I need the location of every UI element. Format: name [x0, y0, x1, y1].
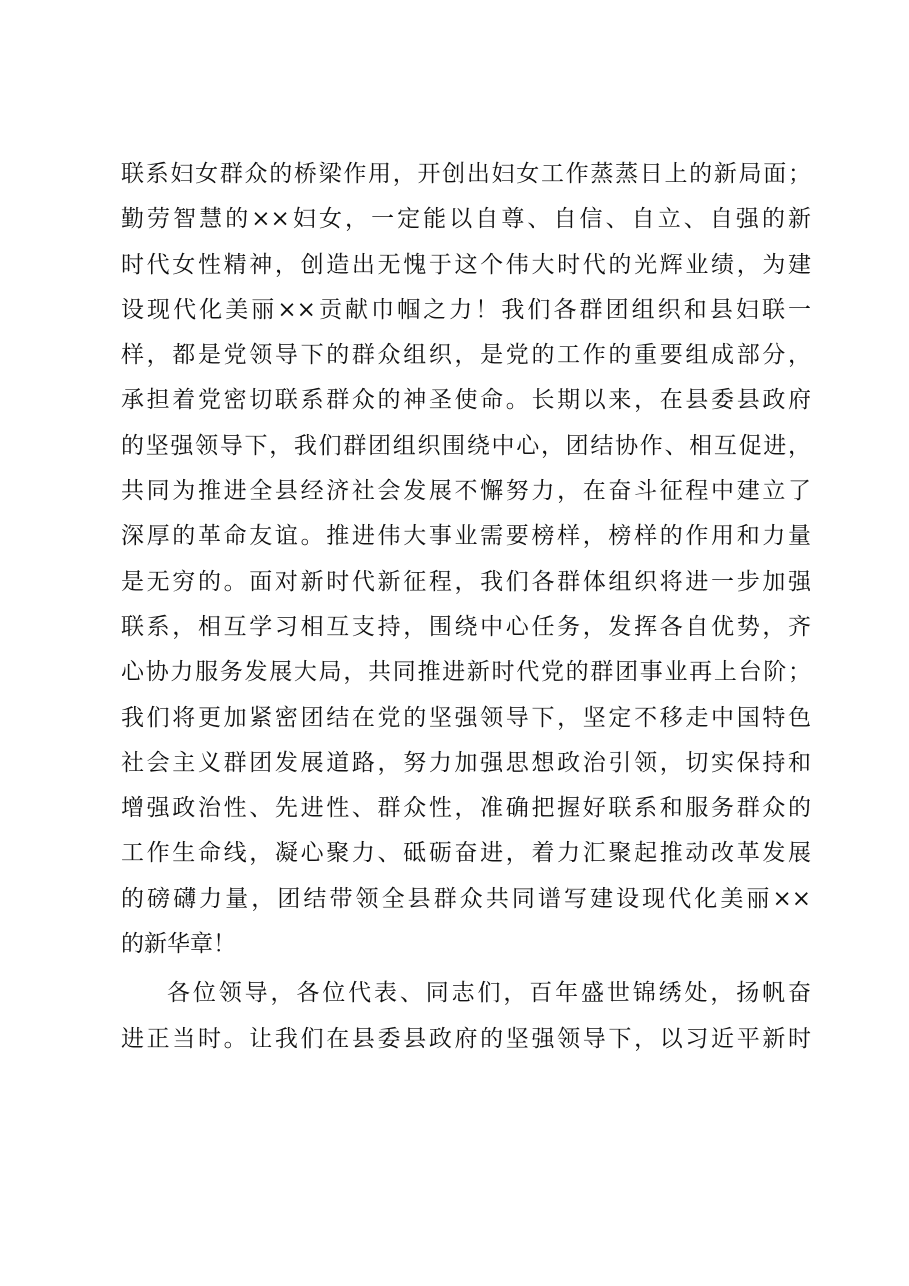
- text-line: 增强政治性、先进性、群众性，准确把握好联系和服务群众的: [121, 795, 811, 822]
- text-line: 社会主义群团发展道路，努力加强思想政治引领，切实保持和: [121, 749, 811, 776]
- text-line: 样，都是党领导下的群众组织，是党的工作的重要组成部分，: [121, 342, 811, 369]
- text-line: 时代女性精神，创造出无愧于这个伟大时代的光辉业绩，为建: [121, 251, 811, 278]
- text-line: 我们将更加紧密团结在党的坚强领导下，坚定不移走中国特色: [121, 704, 811, 731]
- paragraph-1: [121, 152, 811, 967]
- text-line: 的磅礴力量，团结带领全县群众共同谱写建设现代化美丽××: [121, 885, 811, 912]
- text-line: 的新华章！: [121, 931, 236, 958]
- text-line: 联系，相互学习相互支持，围绕中心任务，发挥各自优势，齐: [121, 613, 811, 640]
- text-line: 各位领导，各位代表、同志们，百年盛世锦绣处，扬帆奋: [167, 980, 811, 1007]
- text-line: 联系妇女群众的桥梁作用，开创出妇女工作蒸蒸日上的新局面；: [121, 161, 811, 187]
- text-line: 承担着党密切联系群众的神圣使命。长期以来，在县委县政府: [121, 387, 811, 414]
- text-line: 心协力服务发展大局，共同推进新时代党的群团事业再上台阶；: [121, 659, 811, 686]
- body-text: [121, 152, 811, 1062]
- text-line: 进正当时。让我们在县委县政府的坚强领导下，以习近平新时: [121, 1025, 811, 1052]
- text-line: 是无穷的。面对新时代新征程，我们各群体组织将进一步加强: [121, 568, 811, 595]
- text-line: 的坚强领导下，我们群团组织围绕中心，团结协作、相互促进，: [121, 432, 811, 459]
- text-line: 深厚的革命友谊。推进伟大事业需要榜样，榜样的作用和力量: [121, 523, 811, 550]
- text-line: 工作生命线，凝心聚力、砥砺奋进，着力汇聚起推动改革发展: [121, 840, 811, 867]
- text-line: 设现代化美丽××贡献巾帼之力！我们各群团组织和县妇联一: [121, 296, 811, 323]
- paragraph-2: [121, 971, 811, 1062]
- text-line: 勤劳智慧的××妇女，一定能以自尊、自信、自立、自强的新: [121, 206, 811, 233]
- text-line: 共同为推进全县经济社会发展不懈努力，在奋斗征程中建立了: [121, 478, 811, 505]
